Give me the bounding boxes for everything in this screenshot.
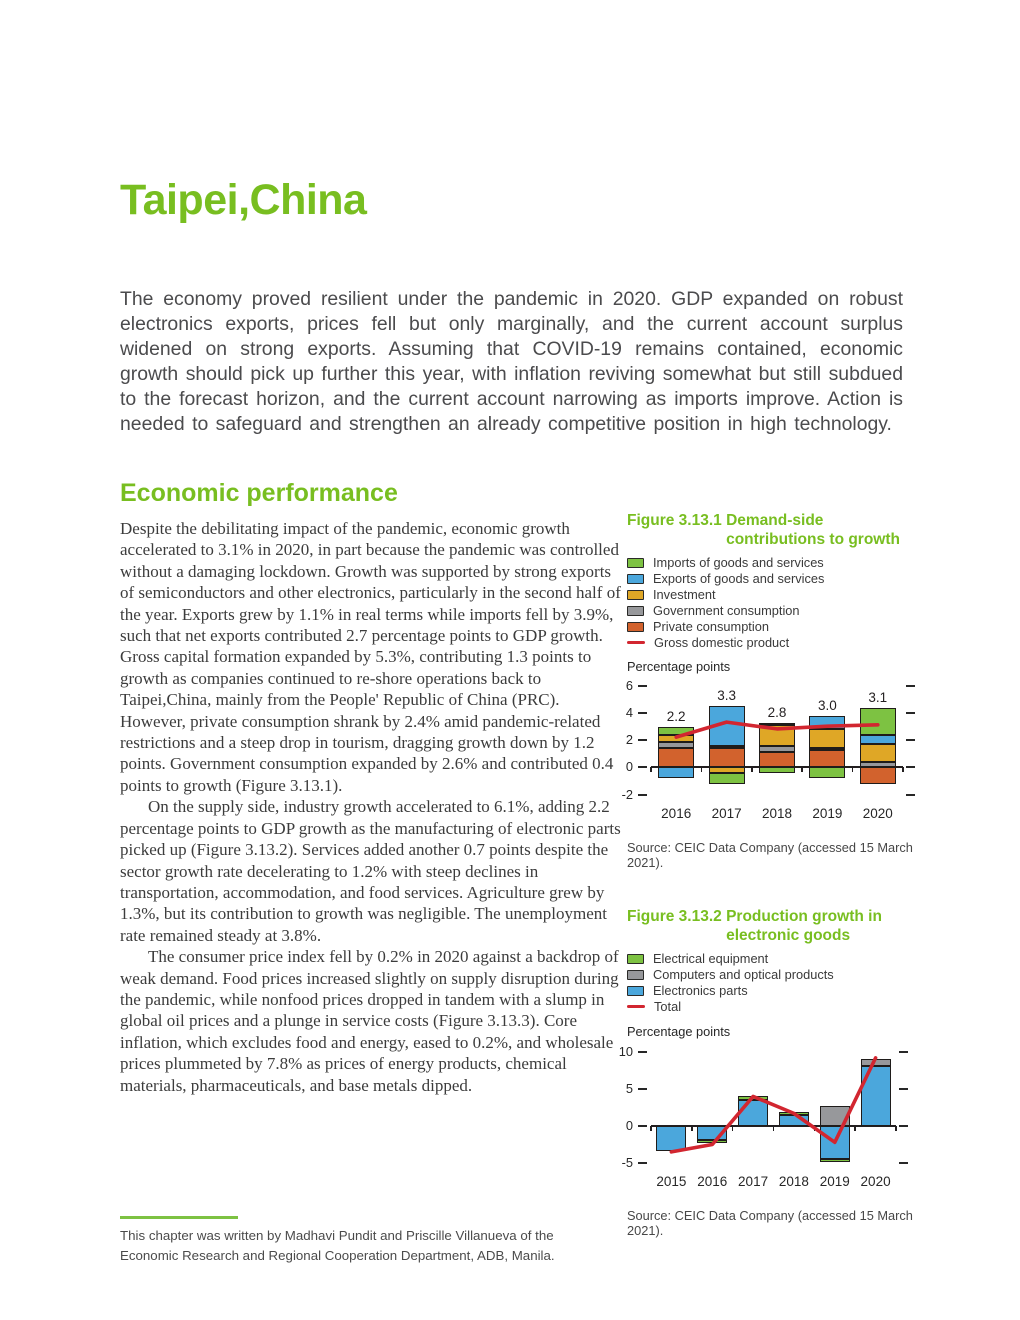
x-category-label: 2020 xyxy=(862,806,893,822)
figure-source: Source: CEIC Data Company (accessed 15 March 2021). xyxy=(627,840,913,871)
y-tick-mark-right xyxy=(899,1051,908,1053)
legend-color-swatch xyxy=(627,590,644,600)
legend-label: Electronics parts xyxy=(653,983,748,999)
x-category-label: 2018 xyxy=(761,806,793,822)
y-tick-mark xyxy=(638,685,647,687)
bar-value-label: 3.1 xyxy=(868,689,888,705)
section-heading: Economic performance xyxy=(120,479,398,507)
chart-plot-area xyxy=(621,677,903,826)
legend-label: Total xyxy=(654,999,682,1015)
y-tick-label: -2 xyxy=(621,786,633,802)
body-text-column xyxy=(120,518,626,1096)
y-tick-label: -5 xyxy=(621,1154,633,1170)
y-tick-mark-right xyxy=(906,794,915,796)
legend-line-swatch xyxy=(627,1005,645,1009)
legend-color-swatch xyxy=(627,954,644,964)
y-tick-mark-right xyxy=(906,739,915,741)
legend-item xyxy=(627,619,917,635)
legend-color-swatch xyxy=(627,622,644,632)
y-tick-mark-right xyxy=(906,712,915,714)
legend-label: Computers and optical products xyxy=(653,967,834,983)
legend-label: Investment xyxy=(653,587,716,603)
bar-value-label: 2.8 xyxy=(767,705,787,721)
y-tick-mark-right xyxy=(906,685,915,687)
paragraph-1: Despite the debilitating impact of the pandemic, economic growth accelerated to 3.1% in 2020, in part because the pandemic was controlled without a damaging lockdown. Growth was supported by strong exports of semiconductors and other electronics, particularly in the second half of the year. Exports grew by 1.1% in real terms while imports fell by 3.9%, such that net exports contributed 2.7 percentage points to GDP growth. Gross capital formation expanded by 5.3%, contributing 1.3 points to growth as companies continued to re-shore operations back to Taipei,China, mainly from the People' Republic of China (PRC). However, private consumption shrank by 2.4% amid pandemic-related restrictions and a steep drop in tourism, dragging growth down by 1.2 points. Government consumption expanded by 2.6% and contributed 0.4 points to growth (Figure 3.13.1). xyxy=(120,519,621,795)
y-tick-label: 0 xyxy=(625,1117,633,1133)
figure-source: Source: CEIC Data Company (accessed 15 March 2021). xyxy=(627,1207,913,1238)
x-category-label: 2019 xyxy=(812,806,843,822)
legend-item xyxy=(627,571,917,587)
legend-label: Gross domestic product xyxy=(654,634,790,650)
y-tick-label: 4 xyxy=(625,704,633,720)
legend-label: Government consumption xyxy=(653,603,800,619)
y-tick-mark xyxy=(638,739,647,741)
y-axis-label: Percentage points xyxy=(627,1023,731,1039)
figure-caption: Demand-side contributions to growth xyxy=(726,512,900,548)
bar-value-label: 3.0 xyxy=(818,697,837,713)
x-category-label: 2017 xyxy=(711,806,742,822)
y-tick-label: 6 xyxy=(625,677,633,693)
y-tick-label: 0 xyxy=(625,759,633,775)
bar-value-label: 3.3 xyxy=(717,688,736,704)
x-category-label: 2016 xyxy=(661,806,692,822)
legend-color-swatch xyxy=(627,986,644,996)
legend-item xyxy=(627,999,917,1015)
lead-paragraph: The economy proved resilient under the pandemic in 2020. GDP expanded on robust electronics exports, prices fell but only marginally, and the current account surplus widened on strong exports. Assuming that COVID-19 remains contained, economic growth should pick up further this year, with inflation reviving somewhat but still subdued to the forecast horizon, and the current account narrowing as imports improve. Action is needed to safeguard and strengthen an already competitive position in high technology. xyxy=(120,288,903,435)
y-tick-label: 5 xyxy=(625,1080,633,1096)
figure-3-13-2 xyxy=(618,908,917,1238)
y-tick-mark xyxy=(638,1051,647,1053)
figure-number: Figure 3.13.2 xyxy=(627,908,722,925)
footnote-rule xyxy=(120,1216,238,1219)
legend-label: Electrical equipment xyxy=(653,951,769,967)
x-category-label: 2016 xyxy=(697,1173,728,1189)
legend-item xyxy=(627,951,917,967)
y-tick-mark-right xyxy=(899,1125,908,1127)
legend-line-swatch xyxy=(627,641,645,645)
y-tick-mark-right xyxy=(899,1162,908,1164)
page-title: Taipei,China xyxy=(120,176,367,224)
gdp-line xyxy=(651,681,903,804)
figure-title xyxy=(627,908,917,945)
bar-value-label: 2.2 xyxy=(666,709,686,725)
legend-item xyxy=(627,587,917,603)
legend-item xyxy=(627,983,917,999)
legend-color-swatch xyxy=(627,970,644,980)
figure-caption: Production growth in electronic goods xyxy=(726,908,882,944)
chart-plot-area xyxy=(618,1043,896,1194)
legend-label: Imports of goods and services xyxy=(653,555,824,571)
y-tick-mark xyxy=(638,1088,647,1090)
y-tick-mark xyxy=(638,766,647,768)
total-line xyxy=(651,1046,896,1172)
figure-legend xyxy=(627,555,917,650)
x-category-label: 2019 xyxy=(819,1173,850,1189)
legend-item xyxy=(627,634,917,650)
x-category-label: 2017 xyxy=(738,1173,769,1189)
x-category-label: 2015 xyxy=(656,1173,687,1189)
legend-item xyxy=(627,555,917,571)
figure-legend xyxy=(627,951,917,1015)
y-tick-mark-right xyxy=(899,1088,908,1090)
legend-label: Exports of goods and services xyxy=(653,571,825,587)
y-tick-mark xyxy=(638,1162,647,1164)
y-tick-mark xyxy=(638,1125,647,1127)
y-tick-mark xyxy=(638,794,647,796)
figure-3-13-1 xyxy=(621,512,917,871)
legend-color-swatch xyxy=(627,606,644,616)
legend-color-swatch xyxy=(627,574,644,584)
legend-item xyxy=(627,603,917,619)
x-category-label: 2020 xyxy=(860,1173,891,1189)
y-tick-mark-right xyxy=(906,766,915,768)
y-axis-label: Percentage points xyxy=(627,659,731,675)
legend-color-swatch xyxy=(627,558,644,568)
y-tick-mark xyxy=(638,712,647,714)
legend-item xyxy=(627,967,917,983)
x-category-label: 2018 xyxy=(778,1173,809,1189)
figure-title xyxy=(627,512,917,549)
paragraph-3: The consumer price index fell by 0.2% in 2020 against a backdrop of weak demand. Food prices increased slightly on supply disruption during the pandemic, while nonfood prices dropped in tandem with a slump in global oil prices and a plunge in service costs (Figure 3.13.3). Core inflation, which excludes food and energy, eased to 0.2%, and wholesale prices plummeted by 7.8% as prices of energy products, chemical materials, pharmaceuticals, and base metals dipped. xyxy=(120,947,619,1095)
y-tick-label: 10 xyxy=(618,1043,633,1059)
footnote-text: This chapter was written by Madhavi Pundit and Priscille Villanueva of the Economic Research and Regional Cooperation Department, ADB, Manila. xyxy=(120,1228,555,1263)
paragraph-2: On the supply side, industry growth accelerated to 6.1%, adding 2.2 percentage points to GDP growth as the manufacturing of electronic parts picked up (Figure 3.13.2). Services added another 0.7 points despite the sector growth rate decelerating to 1.2% with steep declines in transportation, accommodation, and food services. Agriculture grew by 1.3%, but its contribution to growth was negligible. The unemployment rate remained steady at 3.8%. xyxy=(120,797,621,945)
figure-number: Figure 3.13.1 xyxy=(627,512,722,529)
legend-label: Private consumption xyxy=(653,619,769,634)
y-tick-label: 2 xyxy=(625,732,633,748)
